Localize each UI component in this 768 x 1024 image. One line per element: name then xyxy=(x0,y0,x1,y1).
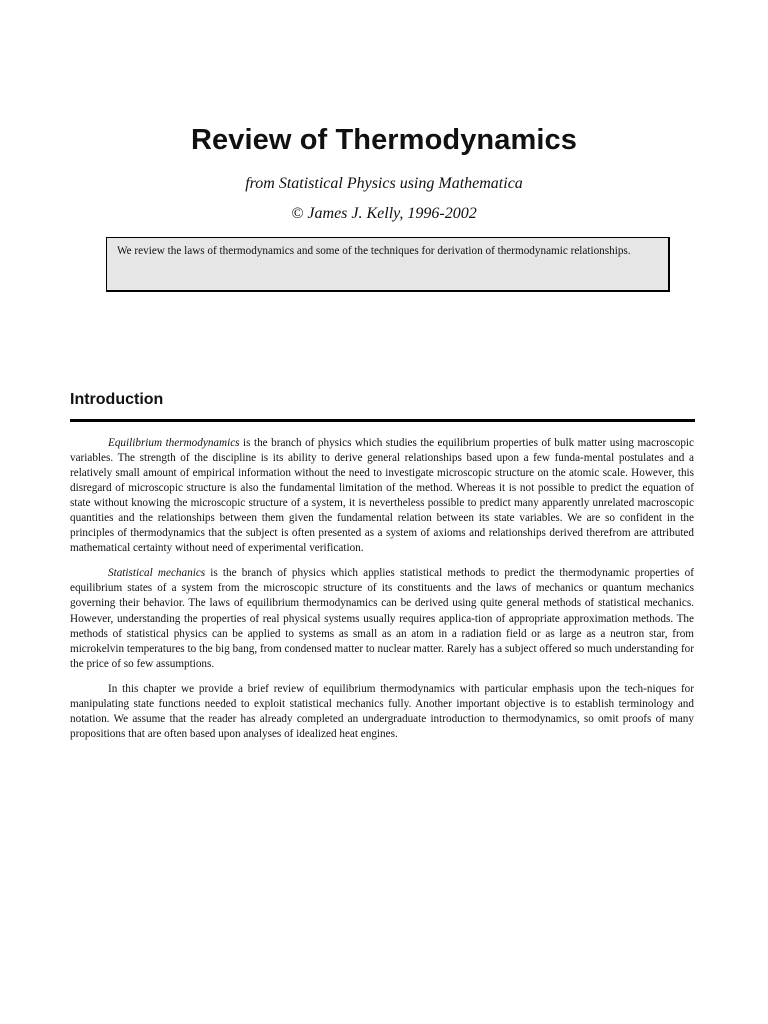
section-heading: Introduction xyxy=(70,391,164,408)
abstract-text: We review the laws of thermodynamics and some of the techniques for derivation of thermodynamic relationships. xyxy=(117,245,631,257)
paragraph-text: In this chapter we provide a brief review of equilibrium thermodynamics with particular emphasis upon the tech-niques for manipulating state functions needed to exploit statistical mechanics fully. Another important objective is to establish terminology and notation. We assume that the reader has already completed an undergraduate introduction to thermodynamics, so omit proofs of many propositions that are often based upon analyses of idealized heat engines. xyxy=(70,682,694,740)
paragraph xyxy=(70,436,694,556)
section-body xyxy=(70,436,694,752)
document-title: Review of Thermodynamics xyxy=(191,124,577,156)
section-divider xyxy=(70,419,695,422)
paragraph-term: Equilibrium thermodynamics xyxy=(108,437,240,449)
paragraph-text: is the branch of physics which studies the equilibrium properties of bulk matter using macroscopic variables. The strength of the discipline is its ability to derive general relationships based upon a few funda-mental postulates and a relatively small amount of empirical information without the need to investigate microscopic structure on the atomic scale. However, this disregard of microscopic structure is also the fundamental limitation of the method. Whereas it is not possible to predict the equation of state without knowing the microscopic structure of a system, it is nevertheless possible to predict many apparently unrelated macroscopic quantities and the relationships between them given the fundamental relation between its state variables. We are so confident in the principles of thermodynamics that the subject is often presented as a system of axioms and relationships derived therefrom are attributed mathematical certainty without need of experimental verification. xyxy=(70,437,695,555)
paragraph-term: Statistical mechanics xyxy=(108,567,206,580)
paragraph xyxy=(70,682,694,742)
copyright-line: © James J. Kelly, 1996-2002 xyxy=(291,205,477,222)
abstract-box xyxy=(106,237,670,292)
paragraph xyxy=(70,566,694,671)
document-subtitle: from Statistical Physics using Mathematica xyxy=(245,175,523,192)
paragraph-text: is the branch of physics which applies statistical methods to predict the thermodynamic properties of equilibrium states of a system from the microscopic structure of its constituents and the laws of mechanics or quantum mechanics governing their behavior. The laws of equilibrium thermodynamics can be derived using quite general methods of statistical mechanics. However, understanding the properties of real physical systems usually requires applica-tion of appropriate approximation methods. The methods of statistical physics can be applied to systems as small as an atom in a radiation field or as large as a neutron star, from microkelvin temperatures to the big bang, from condensed matter to nuclear matter. Rarely has a subject offered so much understanding for the price of so few assumptions. xyxy=(70,567,694,670)
